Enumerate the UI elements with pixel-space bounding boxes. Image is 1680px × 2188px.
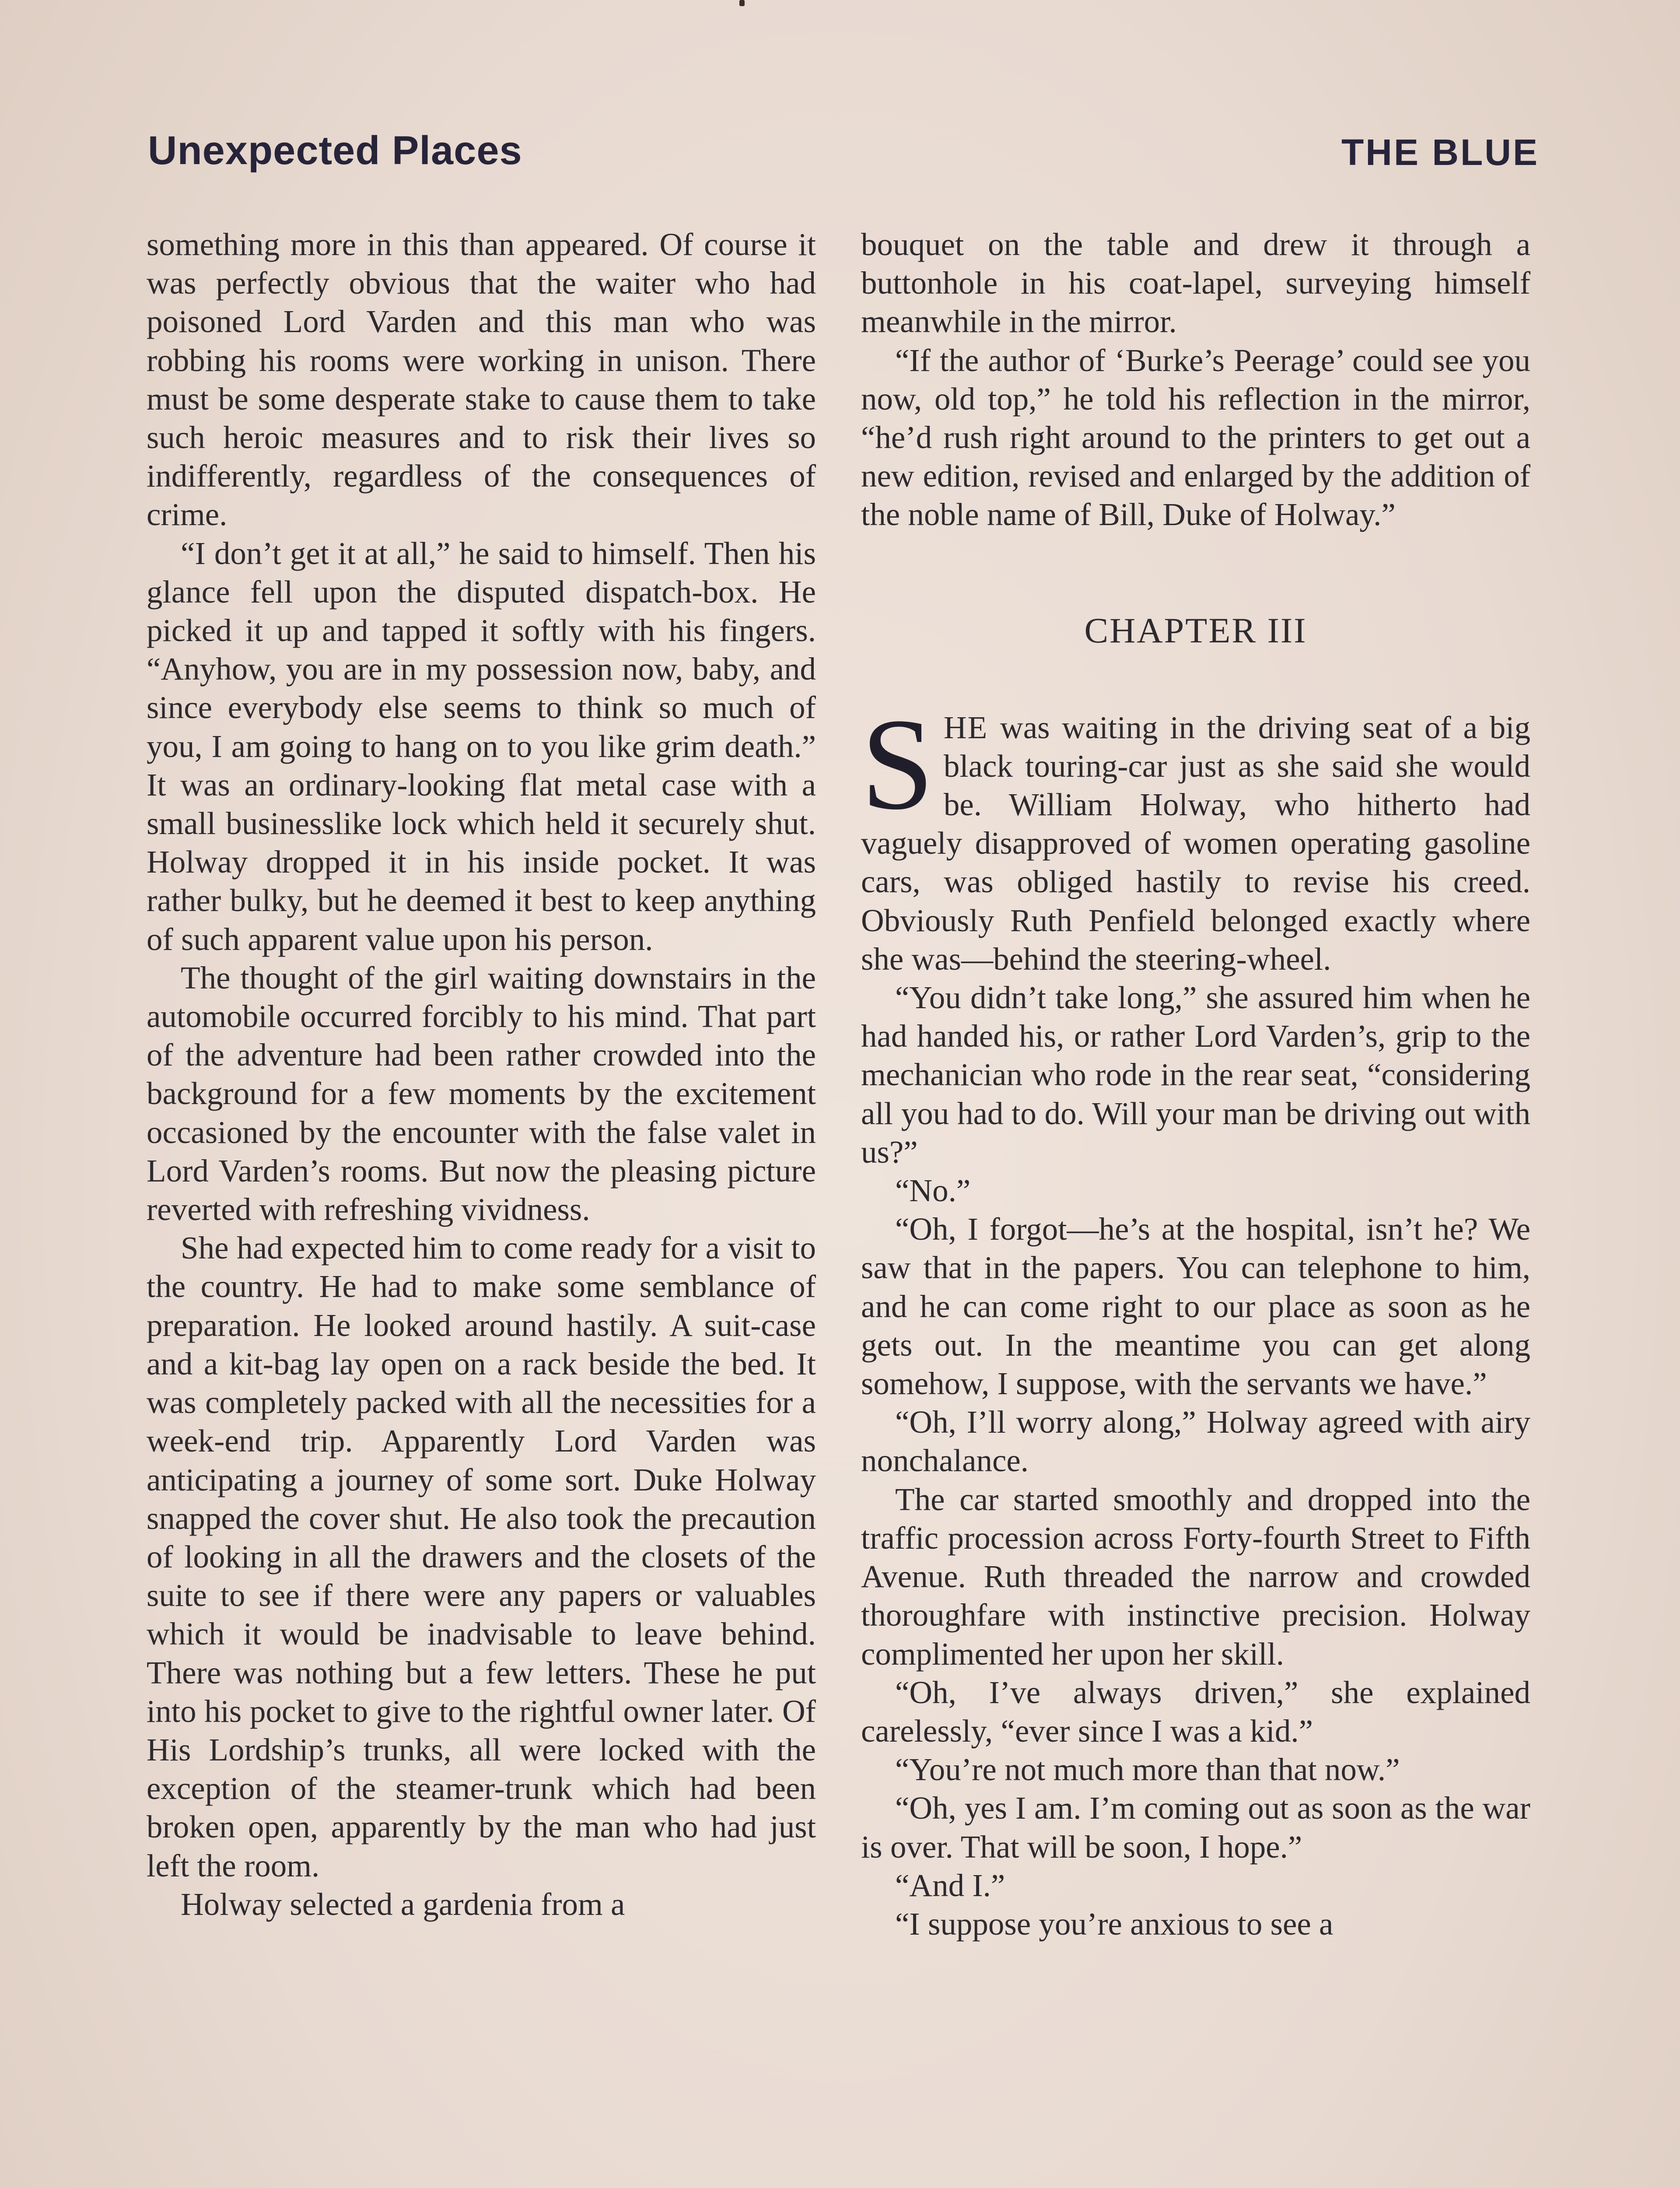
paragraph: “You’re not much more than that now.”	[895, 1752, 1400, 1788]
paragraph: “Oh, I’ve always driven,” she explained carelessly, “ever since I was a kid.”	[861, 1674, 1530, 1749]
opening-small-caps: HE	[943, 709, 988, 745]
chapter-heading: CHAPTER III	[1084, 610, 1307, 650]
running-head-magazine: THE BLUE	[1341, 132, 1539, 173]
ink-mark	[739, 0, 745, 6]
left-column	[147, 225, 816, 1924]
opening-text: was waiting in the driving seat of a big black touring-car just as she said she would be. William Holway, who hitherto had vaguely disapproved of women operating gasoline cars, was obliged hastily to revise his creed. Obviously Ruth Penfield belonged exactly where she was—behind the steering-wheel.	[861, 709, 1530, 977]
paragraph: “If the author of ‘Burke’s Peerage’ could see you now, old top,” he told his reflection in the mirror, “he’d rush right around to the printers to get out a new edition, revised and enlarged by the addition of the noble name of Bill, Duke of Holway.”	[861, 342, 1530, 533]
paragraph: The car started smoothly and dropped into the traffic procession across Forty-fourth Street to Fifth Avenue. Ruth threaded the narrow and crowded thoroughfare with instinctive precision. Holway complimented her upon her skill.	[861, 1481, 1530, 1672]
paragraph: The thought of the girl waiting downstairs in the automobile occurred forcibly to his mind. That part of the adventure had been rather crowded into the background for a few moments by the excitement occasioned by the encounter with the false valet in Lord Varden’s rooms. But now the pleasing picture reverted with refreshing vividness.	[147, 960, 816, 1227]
paragraph: “Oh, I forgot—he’s at the hospital, isn’t he? We saw that in the papers. You can telephone to him, and he can come right to our place as soon as he gets out. In the meantime you can get along somehow, I suppose, with the servants we have.”	[861, 1211, 1530, 1402]
paragraph: “Oh, yes I am. I’m coming out as soon as the war is over. That will be soon, I hope.”	[861, 1790, 1530, 1865]
paragraph: something more in this than appeared. Of course it was perfectly obvious that the waiter who had poisoned Lord Varden and this man who was robbing his rooms were working in unison. There must be some desperate stake to cause them to take such heroic measures and to risk their lives so indifferently, regardless of the consequences of crime.	[147, 227, 816, 533]
paragraph: “No.”	[895, 1173, 971, 1209]
paragraph: “Oh, I’ll worry along,” Holway agreed with airy nonchalance.	[861, 1404, 1530, 1479]
chapter-opening-paragraph	[861, 691, 1530, 978]
running-head-title: Unexpected Places	[148, 128, 522, 173]
drop-cap: S	[861, 691, 934, 837]
paragraph: “I don’t get it at all,” he said to himself. Then his glance fell upon the disputed dispatch-box. He picked it up and tapped it softly with his fingers. “Anyhow, you are in my possession now, baby, and since everybody else seems to think so much of you, I am going to hang on to you like grim death.” It was an ordinary-looking flat metal case with a small businesslike lock which held it securely shut. Holway dropped it in his inside pocket. It was rather bulky, but he deemed it best to keep anything of such apparent value upon his person.	[147, 535, 816, 957]
paragraph: She had expected him to come ready for a visit to the country. He had to make some semblance of preparation. He looked around hastily. A suit-case and a kit-bag lay open on a rack beside the bed. It was completely packed with all the necessities for a week-end trip. Apparently Lord Varden was anticipating a journey of some sort. Duke Holway snapped the cover shut. He also took the precaution of looking in all the drawers and the closets of the suite to see if there were any papers or valuables which it would be inadvisable to leave behind. There was nothing but a few letters. These he put into his pocket to give to the rightful owner later. Of His Lordship’s trunks, all were locked with the exception of the steamer-trunk which had been broken open, apparently by the man who had just left the room.	[147, 1230, 816, 1883]
paragraph: “And I.”	[895, 1867, 1005, 1903]
paragraph: Holway selected a gardenia from a	[181, 1886, 625, 1922]
paragraph: “You didn’t take long,” she assured him when he had handed his, or rather Lord Varden’s, grip to the mechanician who rode in the rear seat, “considering all you had to do. Will your man be driving out with us?”	[861, 980, 1530, 1170]
paragraph: bouquet on the table and drew it through a buttonhole in his coat-lapel, surveying himself meanwhile in the mirror.	[861, 227, 1530, 340]
right-column	[861, 225, 1530, 1943]
paragraph: “I suppose you’re anxious to see a	[895, 1906, 1334, 1942]
